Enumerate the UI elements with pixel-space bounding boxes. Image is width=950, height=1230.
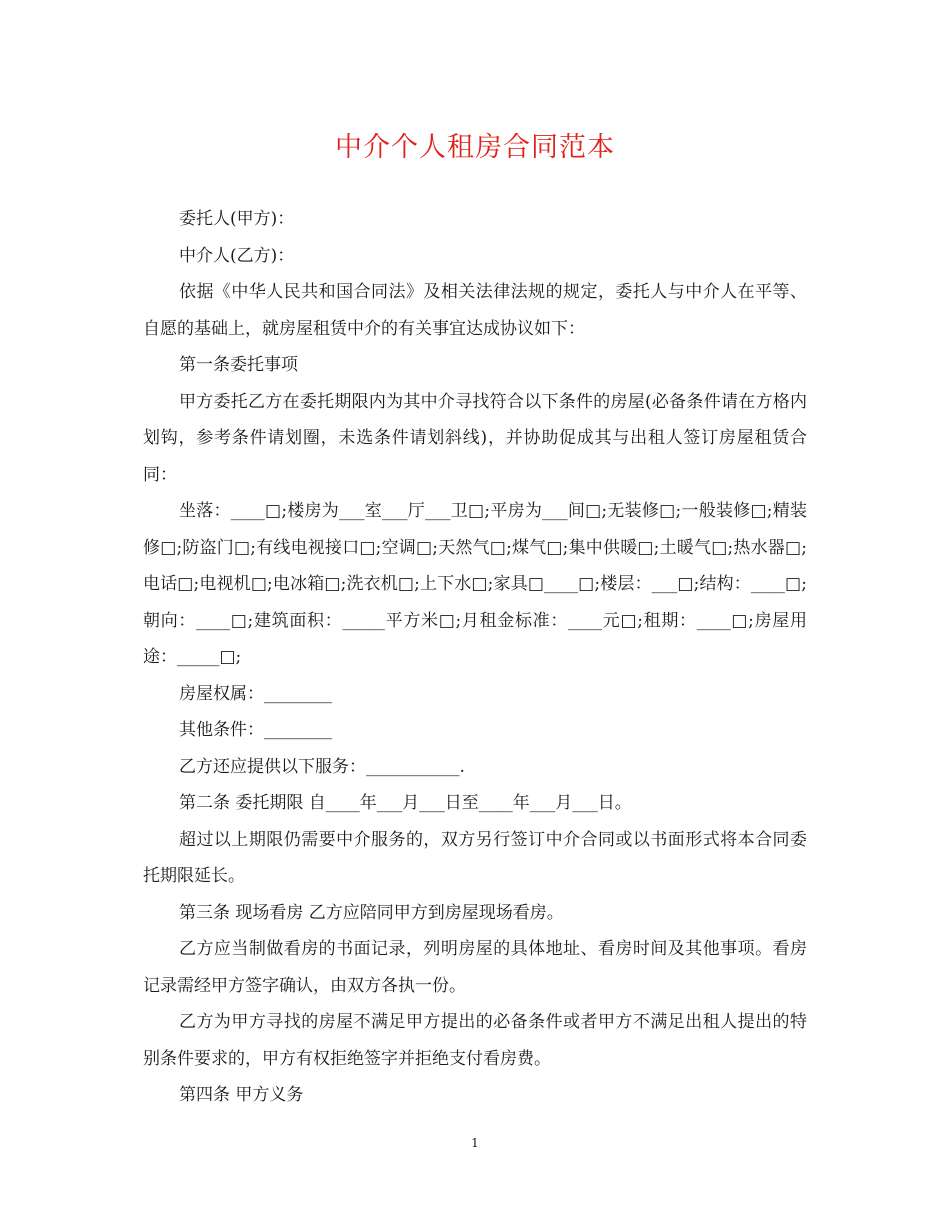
article-2-term: 第二条 委托期限 自____年___月___日至____年___月___日。 [179,793,632,813]
other-conditions-line: 其他条件：________ [179,720,332,740]
article-3-record: 乙方应当制做看房的书面记录，列明房屋的具体地址、看房时间及其他事项。看房记录需经甲方签字确认，由双方各执一份。 [143,939,807,996]
article-3-refusal: 乙方为甲方寻找的房屋不满足甲方提出的必备条件或者甲方不满足出租人提出的特别条件要求的，甲方有权拒绝签字并拒绝支付看房费。 [143,1012,807,1069]
paragraph-client: 委托人(甲方)： [179,209,295,229]
article-1-heading: 第一条委托事项 [179,355,298,375]
document-body [143,201,807,1114]
page-number: 1 [471,1136,479,1150]
property-ownership-line: 房屋权属：________ [179,683,332,704]
additional-services-line: 乙方还应提供以下服务：___________. [179,756,465,777]
article-3-viewing: 第三条 现场看房 乙方应陪同甲方到房屋现场看房。 [179,902,564,923]
document-title: 中介个人租房合同范本 [335,132,615,163]
article-1-conditions: 坐落：____□;楼房为___室___厅___卫□;平房为___间□;无装修□;一般装修□;精装修□;防盗门□;有线电视接口□;空调□;天然气□;煤气□;集中供暖□;土暖气□;热水器□;电话□;电视机□;电冰箱□;洗衣机□;上下水□;家具□____□;楼层：___□;结构：____□;朝向：____□;建筑面积：_____平方米□;月租金标准：____元□;租期：____□;房屋用途：_____□; [143,501,807,667]
article-1-description: 甲方委托乙方在委托期限内为其中介寻找符合以下条件的房屋(必备条件请在方格内划钩，参考条件请划圈，未选条件请划斜线)，并协助促成其与出租人签订房屋租赁合同： [143,391,807,485]
paragraph-preamble: 依据《中华人民共和国合同法》及相关法律法规的规定，委托人与中介人在平等、自愿的基础上，就房屋租赁中介的有关事宜达成协议如下： [143,282,807,339]
article-4-heading: 第四条 甲方义务 [179,1085,304,1105]
paragraph-agent: 中介人(乙方)： [179,245,295,266]
article-2-extension: 超过以上期限仍需要中介服务的，双方另行签订中介合同或以书面形式将本合同委托期限延长。 [143,829,807,886]
